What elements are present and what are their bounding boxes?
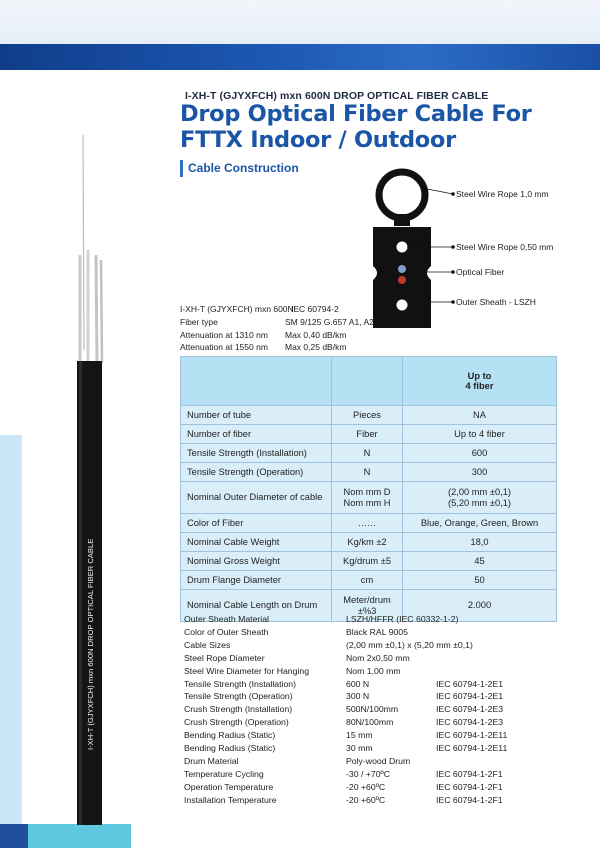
value-cell: Blue, Orange, Green, Brown [403, 514, 557, 533]
value-cell: NA [403, 406, 557, 425]
property-standard: IEC 60794-1-2E1 [436, 691, 504, 702]
property-label: Operation Temperature [184, 781, 274, 792]
table-row [181, 444, 557, 463]
value-cell [403, 482, 557, 514]
table-header-cell [332, 357, 403, 406]
table-row [181, 552, 557, 571]
property-label: Temperature Cycling [184, 768, 264, 779]
table-row [181, 482, 557, 514]
property-standard: IEC 60794-1-2E3 [436, 717, 504, 728]
property-standard: IEC 60794-1-2E3 [436, 704, 504, 715]
unit-cell: Pieces [332, 406, 403, 425]
property-label: Crush Strength (Operation) [184, 717, 289, 728]
spec-list-label: Attenuation at 1550 nm [180, 342, 268, 352]
steel-wire-small-bottom [397, 300, 408, 311]
value-cell: 2.000 [403, 590, 557, 622]
value-line: (5,20 mm ±0,1) [448, 497, 511, 508]
property-value: 500N/100mm [346, 704, 399, 715]
label-steel-rope-small: Steel Wire Rope 0,50 mm [456, 242, 554, 252]
spec-list-label: Fiber type [180, 317, 218, 327]
property-value: LSZH/HFFR (IEC 60332-1-2) [346, 614, 459, 624]
property-label: Crush Strength (Installation) [184, 704, 293, 715]
table-header-row [181, 357, 557, 406]
property-value: Nom 1,00 mm [346, 665, 401, 676]
property-label: Steel Rope Diameter [184, 652, 265, 663]
property-label: Installation Temperature [184, 794, 277, 805]
section-marker [180, 160, 183, 177]
table-row [181, 533, 557, 552]
table-row [181, 406, 557, 425]
header-upto: Up to [467, 371, 492, 381]
property-standard: IEC 60794-1-2E1 [436, 678, 504, 689]
spec-list-value: Max 0,25 dB/km [285, 342, 347, 352]
property-label: Cable Sizes [184, 639, 231, 650]
property-value: 15 mm [346, 730, 373, 741]
property-label: Steel Wire Diameter for Hanging [184, 665, 310, 676]
unit-cell [332, 482, 403, 514]
table-row [181, 571, 557, 590]
cable-construction-diagram [365, 168, 600, 340]
property-value: 300 N [346, 691, 370, 702]
unit-cell: cm [332, 571, 403, 590]
property-standard: IEC 60794-1-2F1 [436, 794, 503, 805]
section-title: Cable Construction [188, 161, 299, 175]
param-cell: Nominal Cable Weight [181, 533, 332, 552]
property-label: Drum Material [184, 755, 239, 766]
property-value: Nom 2x0,50 mm [346, 652, 410, 663]
footer-block-cyan [28, 824, 131, 848]
header-band-dark [0, 44, 600, 70]
page-title-line2: FTTX Indoor / Outdoor [180, 127, 456, 153]
spec-list-value: IEC 60794-2 [291, 304, 339, 314]
property-label: Tensile Strength (Operation) [184, 691, 293, 702]
steel-wire-small-top [397, 242, 408, 253]
unit-line: Meter/drum [343, 594, 391, 605]
unit-cell: N [332, 463, 403, 482]
property-value: 600 N [346, 678, 370, 689]
value-line: (2,00 mm ±0,1) [448, 486, 511, 497]
param-cell: Color of Fiber [181, 514, 332, 533]
spec-list-value: Max 0,40 dB/km [285, 330, 347, 340]
header-band-light [0, 0, 600, 44]
property-value: (2,00 mm ±0,1) x (5,20 mm ±0,1) [346, 639, 473, 650]
page-title-line1: Drop Optical Fiber Cable For [180, 101, 532, 127]
property-standard: IEC 60794-1-2F1 [436, 768, 503, 779]
param-cell: Nominal Gross Weight [181, 552, 332, 571]
value-cell: 600 [403, 444, 557, 463]
property-value: Black RAL 9005 [346, 626, 408, 637]
fiber-blue [398, 265, 406, 273]
label-steel-rope: Steel Wire Rope 1,0 mm [456, 189, 549, 199]
param-cell: Number of tube [181, 406, 332, 425]
steel-rope-ring [379, 172, 425, 218]
table-row [181, 463, 557, 482]
param-cell: Tensile Strength (Installation) [181, 444, 332, 463]
value-cell: 45 [403, 552, 557, 571]
cable-print-text: I-XH-T (GJYXFCH) mxn 600N DROP OPTICAL FIBER CABLE [86, 538, 95, 750]
footer-block-blue [0, 824, 28, 848]
unit-cell: N [332, 444, 403, 463]
table-header-cell [403, 357, 557, 406]
property-value: -30 / +70ºC [346, 768, 390, 779]
param-cell: Drum Flange Diameter [181, 571, 332, 590]
specification-table [180, 356, 557, 622]
fiber-red [398, 276, 406, 284]
left-accent-strip [0, 435, 22, 828]
unit-line: Nom mm D [343, 486, 391, 497]
param-cell: Nominal Cable Length on Drum [181, 590, 332, 622]
property-label: Tensile Strength (Installation) [184, 678, 297, 689]
product-subtitle: I-XH-T (GJYXFCH) mxn 600N DROP OPTICAL FIBER CABLE [185, 90, 489, 102]
property-value: 30 mm [346, 743, 373, 753]
property-value: -20 +60ºC [346, 781, 386, 792]
property-standard: IEC 60794-1-2F1 [436, 781, 503, 792]
param-cell: Nominal Outer Diameter of cable [181, 482, 332, 514]
property-label: Color of Outer Sheath [184, 626, 269, 637]
property-standard: IEC 60794-1-2E11 [436, 730, 508, 741]
property-label: Outer Sheath Material [184, 614, 269, 624]
spec-list-value: SM 9/125 G.657 A1, A2 [285, 317, 374, 327]
label-optical-fiber: Optical Fiber [456, 267, 505, 277]
header-fiber: 4 fiber [465, 381, 494, 391]
unit-cell: Kg/km ±2 [332, 533, 403, 552]
property-label: Bending Radius (Static) [184, 743, 276, 753]
value-cell: 300 [403, 463, 557, 482]
property-value: Poly-wood Drum [346, 755, 411, 766]
property-standard: IEC 60794-1-2E11 [436, 743, 508, 753]
label-outer-sheath: Outer Sheath - LSZH [456, 297, 536, 307]
param-cell: Number of fiber [181, 425, 332, 444]
table-header-cell [181, 357, 332, 406]
spec-list-label: Attenuation at 1310 nm [180, 330, 268, 340]
table-row [181, 514, 557, 533]
unit-line: ±%3 [357, 605, 377, 616]
cable-photo [60, 135, 135, 825]
value-cell: 18,0 [403, 533, 557, 552]
value-cell: Up to 4 fiber [403, 425, 557, 444]
param-cell: Tensile Strength (Operation) [181, 463, 332, 482]
spec-list-label: I-XH-T (GJYXFCH) mxn 600N [180, 304, 294, 314]
value-cell: 50 [403, 571, 557, 590]
unit-cell: Kg/drum ±5 [332, 552, 403, 571]
unit-line: Nom mm H [343, 497, 391, 508]
property-label: Bending Radius (Static) [184, 730, 276, 741]
table-row [181, 425, 557, 444]
unit-cell: Fiber [332, 425, 403, 444]
property-value: 80N/100mm [346, 717, 394, 728]
property-value: -20 +60ºC [346, 794, 386, 805]
unit-cell: …… [332, 514, 403, 533]
